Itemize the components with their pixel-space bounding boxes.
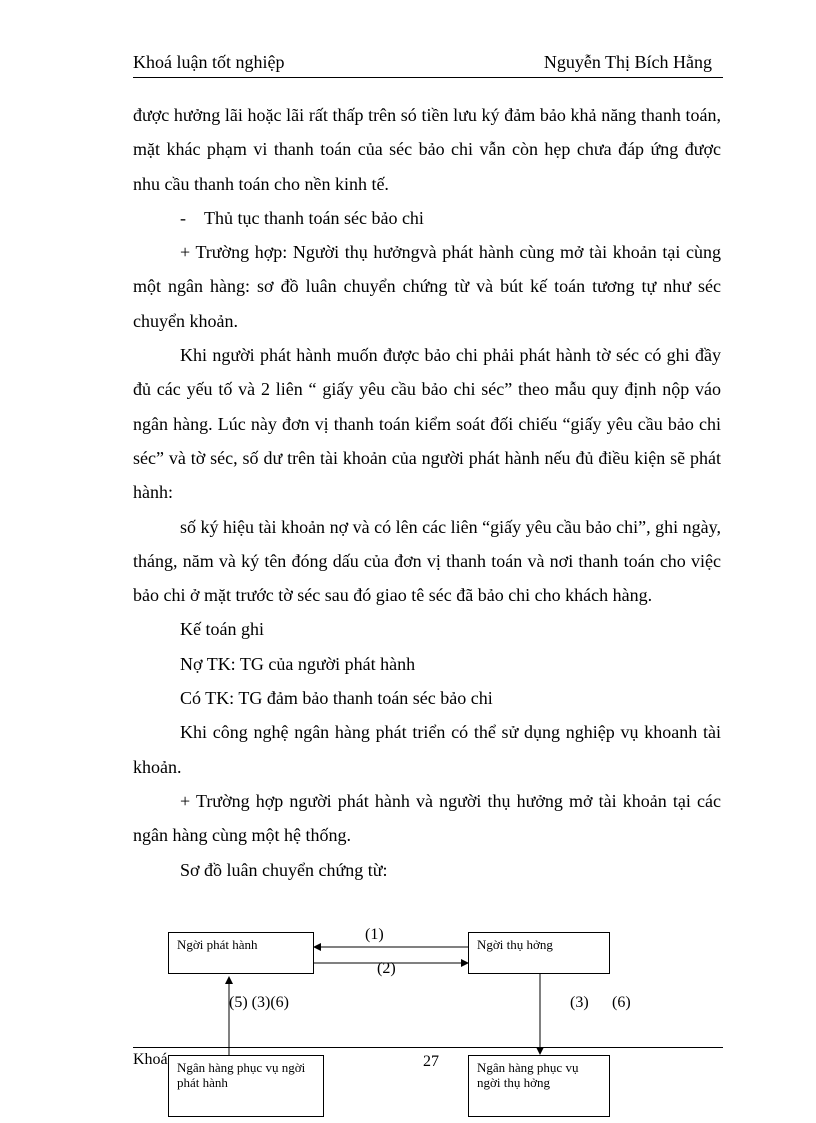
box-bank-payee-label: Ngân hàng phục vụ ngời thụ hởng [477,1060,579,1090]
paragraph: Kế toán ghi [180,619,264,640]
box-payee-label: Ngời thụ hởng [477,937,553,952]
header-rule [133,77,723,78]
footer-rule [133,1047,723,1048]
label-right-3: (3) [570,994,589,1011]
footer-title: Khoá [133,1051,168,1068]
box-bank-issuer-label: Ngân hàng phục vụ ngời phát hành [177,1060,306,1090]
document-body [133,98,721,887]
paragraph: Nợ TK: TG của người phát hành [180,653,416,674]
box-payee [468,932,610,974]
header-title: Khoá luận tốt nghiệp [133,52,285,72]
box-issuer-label: Ngời phát hành [177,937,258,952]
paragraph: Sơ đồ luân chuyển chứng từ: [180,859,388,880]
label-1: (1) [365,926,384,943]
header-author: Nguyễn Thị Bích Hằng [543,52,712,72]
paragraph: Có TK: TG đảm bảo thanh toán séc bảo chi [180,688,493,709]
label-2: (2) [377,960,396,977]
box-bank-payee [468,1055,610,1117]
paragraph: được hưởng lãi hoặc lãi rất thấp trên só tiền lưu ký đảm bảo khả năng thanh toán, mặt khác phạm vi thanh toán của séc bảo chi vẫn còn hẹp chưa đáp ứng được nhu cầu thanh toán cho nền kinh tế. [133,105,721,194]
paragraph: Khi người phát hành muốn được bảo chi phải phát hành tờ séc có ghi đầy đủ các yếu tố và 2 liên “ giấy yêu cầu bảo chi séc” theo mẫu quy định nộp váo ngân hàng. Lúc này đơn vị thanh toán kiểm soát đối chiếu “giấy yêu cầu bảo chi séc” và tờ séc, số dư trên tài khoản của người phát hành nếu đủ điều kiện sẽ phát hành: [133,345,721,503]
box-bank-issuer [168,1055,324,1117]
label-left-steps: (5) (3)(6) [229,994,289,1011]
paragraph: Khi công nghệ ngân hàng phát triển có thể sử dụng nghiệp vụ khoanh tài khoản. [133,722,721,777]
label-right-6: (6) [612,994,631,1011]
dash-marker: - [180,207,186,228]
paragraph: + Trường hợp: Người thụ hưởngvà phát hành cùng mở tài khoản tại cùng một ngân hàng: sơ đồ luân chuyển chứng từ và bút kế toán tương tự như séc chuyển khoản. [133,242,721,331]
paragraph: số ký hiệu tài khoản nợ và có lên các liên “giấy yêu cầu bảo chi”, ghi ngày, tháng, năm và ký tên đóng dấu của đơn vị thanh toán và nơi thanh toán cho việc bảo chi ở mặt trước tờ séc sau đó giao tê séc đã bảo chi cho khách hàng. [133,516,721,606]
paragraph: + Trường hợp người phát hành và người thụ hưởng mở tài khoản tại các ngân hàng cùng một hệ thống. [133,790,721,846]
page-number: 27 [423,1053,439,1070]
box-issuer [168,932,314,974]
bullet-item [133,201,721,235]
bullet-text: Thủ tục thanh toán séc bảo chi [204,207,424,228]
